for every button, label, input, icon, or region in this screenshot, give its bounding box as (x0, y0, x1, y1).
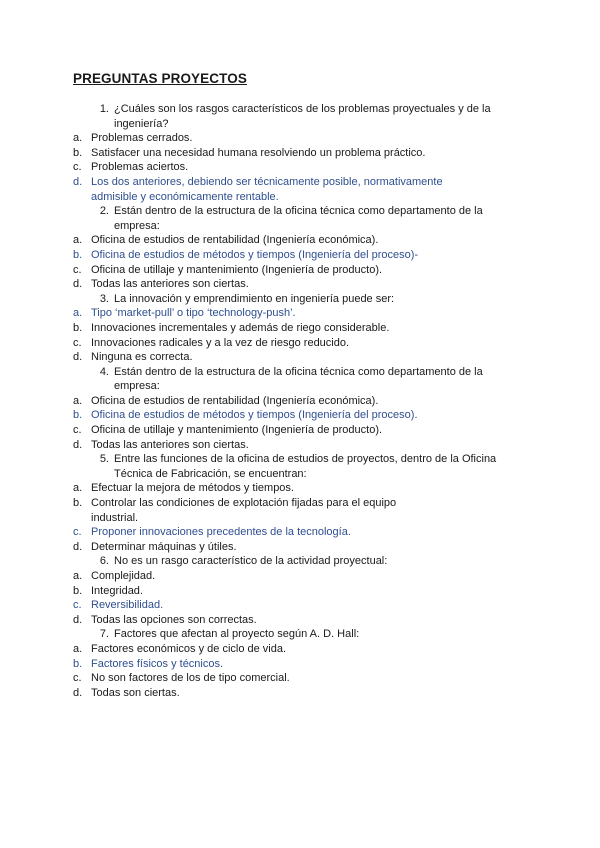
question-number: 2. (99, 205, 109, 218)
answer-letter: a. (73, 394, 83, 407)
answer-letter: d. (73, 540, 83, 553)
answer-letter: a. (73, 307, 83, 320)
question-text: ¿Cuáles son los rasgos característicos de los problemas proyectuales y de la ingeniería? (114, 103, 491, 130)
question-number: 4. (99, 365, 109, 378)
question-item (73, 452, 560, 554)
answer-letter: b. (73, 321, 83, 334)
answer-letter: b. (73, 584, 83, 597)
question-text: Factores que afectan al proyecto según A. D. Hall: (114, 628, 360, 641)
answer-letter: d. (73, 351, 83, 364)
answer-letter: c. (73, 161, 82, 174)
answer-letter: b. (73, 409, 83, 422)
answer-text: Todas son ciertas. (91, 686, 180, 699)
question-item (73, 102, 560, 204)
answer-text: Satisfacer una necesidad humana resolviendo un problema práctico. (91, 146, 426, 159)
question-item (73, 365, 560, 453)
answer-letter: b. (73, 146, 83, 159)
answer-text: Efectuar la mejora de métodos y tiempos. (91, 482, 294, 495)
answer-letter: a. (73, 570, 83, 582)
answer-letter: c. (73, 672, 82, 685)
answer-text: Oficina de utillaje y mantenimiento (Ingeniería de producto). (91, 263, 383, 276)
question-text: No es un rasgo característico de la actividad proyectual: (114, 555, 388, 568)
question-item (73, 554, 560, 627)
document-title: PREGUNTAS PROYECTOS (73, 71, 247, 86)
answer-text: Problemas cerrados. (91, 132, 193, 145)
answer-text-highlighted: Proponer innovaciones precedentes de la tecnología. (91, 526, 351, 539)
answer-text: Oficina de estudios de rentabilidad (Ingeniería económica). (91, 234, 379, 247)
question-text: Entre las funciones de la oficina de estudios de proyectos, dentro de la Oficina Técnica de Fabricación, se encuentran: (114, 453, 497, 480)
answer-text-highlighted: Los dos anteriores, debiendo ser técnicamente posible, normativamente admisible y económicamente rentable. (91, 175, 443, 203)
answer-text: Complejidad. (91, 570, 156, 582)
question-number: 6. (99, 555, 109, 568)
question-number: 3. (99, 292, 109, 305)
answer-letter: c. (73, 263, 82, 276)
answer-letter: d. (73, 438, 83, 451)
question-number: 1. (99, 103, 109, 115)
question-item (73, 204, 560, 292)
question-list (73, 102, 560, 700)
answer-letter: a. (73, 642, 83, 655)
answer-text: Oficina de estudios de rentabilidad (Ingeniería económica). (91, 394, 379, 407)
answer-letter: c. (73, 599, 82, 612)
answer-text: Controlar las condiciones de explotación fijadas para el equipo industrial. (91, 497, 397, 524)
answer-letter: c. (73, 424, 82, 437)
answer-text-highlighted: Oficina de estudios de métodos y tiempos (Ingeniería del proceso). (91, 409, 418, 422)
answer-text: Factores económicos y de ciclo de vida. (91, 642, 287, 655)
answer-text: Ninguna es correcta. (91, 351, 193, 364)
question-item (73, 627, 560, 700)
answer-letter: c. (73, 336, 82, 349)
question-text: Están dentro de la estructura de la oficina técnica como departamento de la empresa: (114, 365, 483, 393)
answer-text: Todas las opciones son correctas. (91, 613, 257, 626)
answer-text-highlighted: Oficina de estudios de métodos y tiempos (Ingeniería del proceso)- (91, 248, 419, 261)
answer-letter: d. (73, 686, 83, 699)
answer-letter: d. (73, 175, 83, 188)
question-text: Están dentro de la estructura de la oficina técnica como departamento de la empresa: (114, 205, 483, 232)
answer-letter: a. (73, 234, 83, 247)
answer-letter: b. (73, 497, 83, 510)
question-item (73, 292, 560, 365)
answer-text: Determinar máquinas y útiles. (91, 540, 237, 553)
answer-text: No son factores de los de tipo comercial. (91, 672, 290, 685)
answer-letter: c. (73, 526, 82, 539)
answer-letter: d. (73, 613, 83, 626)
question-text: La innovación y emprendimiento en ingeniería puede ser: (114, 292, 395, 305)
answer-text: Todas las anteriores son ciertas. (91, 438, 249, 451)
answer-letter: a. (73, 482, 83, 495)
answer-letter: b. (73, 248, 83, 261)
answer-text-highlighted: Reversibilidad. (91, 599, 164, 612)
answer-text-highlighted: Tipo ‘market-pull’ o tipo ‘technology-push’. (91, 307, 296, 320)
answer-letter: d. (73, 278, 83, 291)
answer-letter: b. (73, 657, 83, 670)
answer-text: Innovaciones incrementales y además de riego considerable. (91, 321, 390, 334)
answer-letter: a. (73, 132, 83, 145)
answer-text: Innovaciones radicales y a la vez de riesgo reducido. (91, 336, 350, 349)
question-number: 5. (99, 453, 109, 466)
answer-text-highlighted: Factores físicos y técnicos. (91, 657, 224, 670)
answer-text: Todas las anteriores son ciertas. (91, 278, 249, 291)
answer-text: Problemas aciertos. (91, 161, 189, 174)
answer-text: Integridad. (91, 584, 143, 597)
question-number: 7. (99, 628, 109, 641)
answer-text: Oficina de utillaje y mantenimiento (Ingeniería de producto). (91, 424, 383, 437)
